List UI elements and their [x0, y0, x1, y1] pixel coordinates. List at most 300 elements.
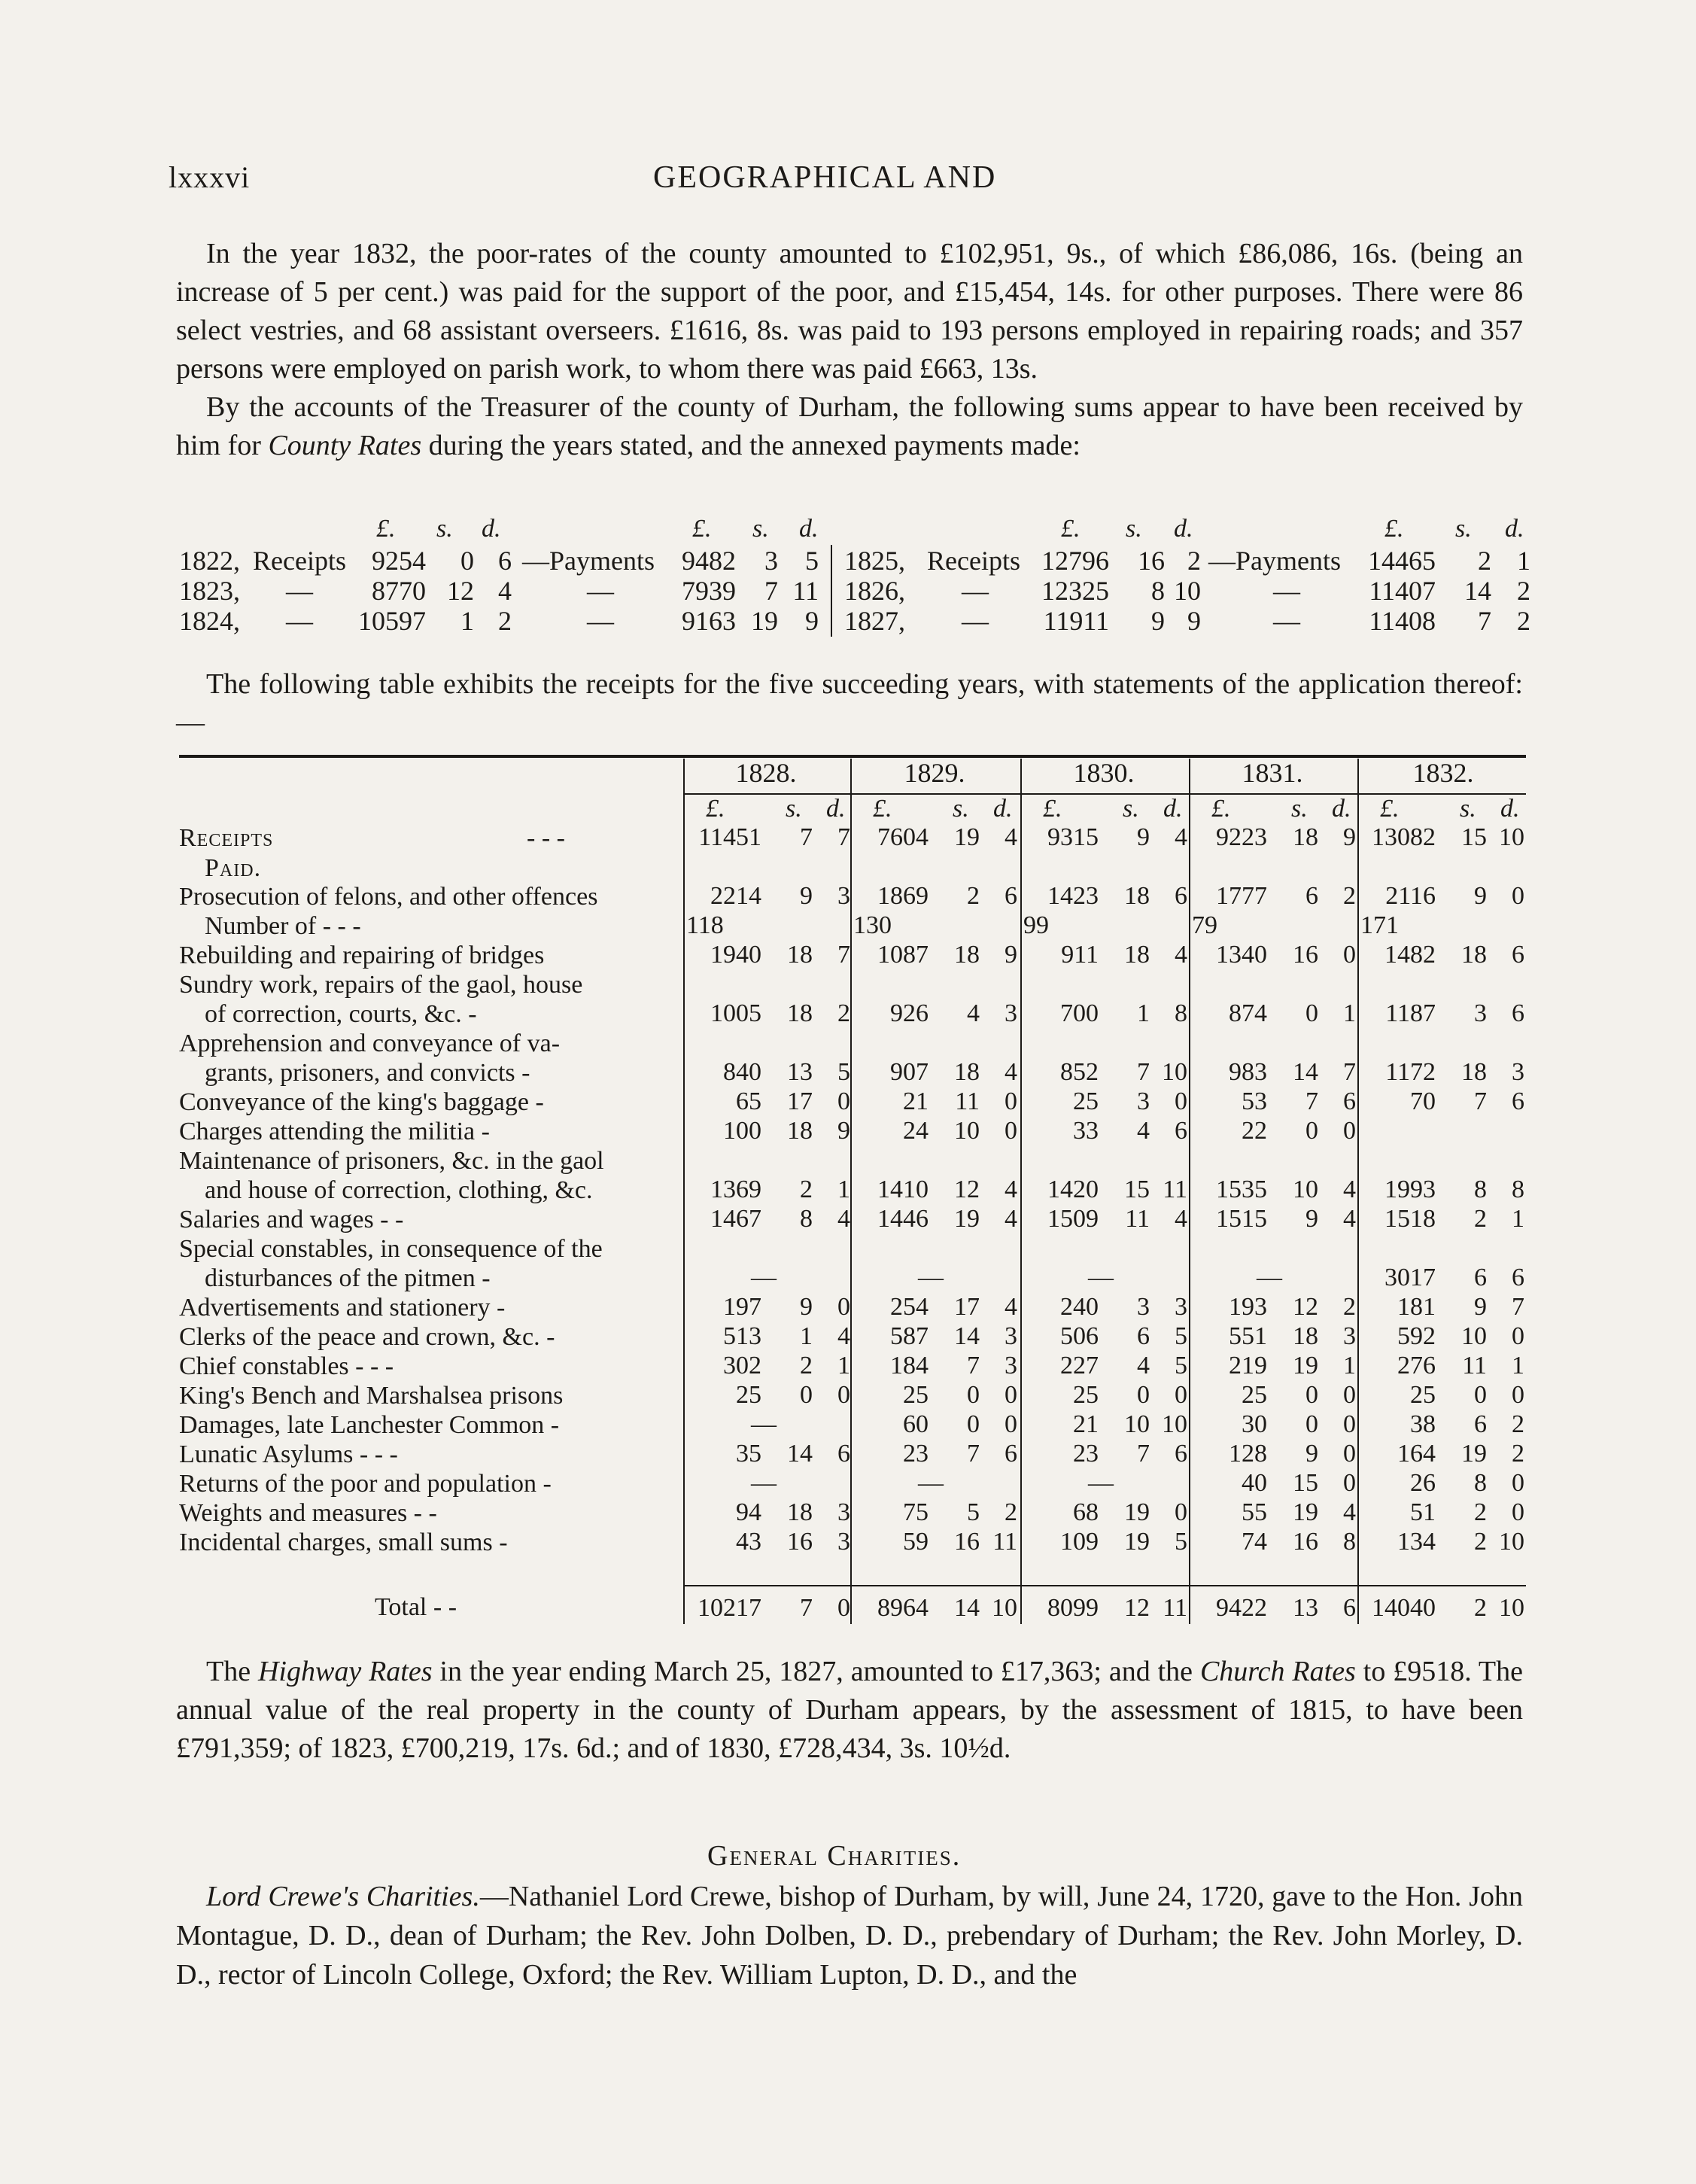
lsd-head: d. — [1332, 795, 1351, 823]
payment-pence: 9 — [805, 606, 819, 636]
shillings-cell: 18 — [1461, 941, 1487, 969]
pounds-cell: 184 — [890, 1352, 929, 1379]
pounds-cell: 55 — [1242, 1498, 1267, 1526]
county-rate-year: 1827, — [844, 606, 905, 636]
shillings-cell: 2 — [800, 1176, 813, 1203]
county-rate-year: 1825, — [844, 546, 905, 576]
shillings-cell: 8 — [800, 1205, 813, 1233]
pounds-cell: 60 — [903, 1410, 929, 1438]
row-label: Clerks of the peace and crown, &c. - — [179, 1323, 555, 1351]
receipt-pence: 2 — [1187, 546, 1201, 576]
row-label: Sundry work, repairs of the gaol, house — [179, 971, 583, 999]
pence-cell: 0 — [1343, 1381, 1356, 1409]
lsd-head: d. — [993, 795, 1013, 823]
pence-cell: 0 — [837, 1087, 850, 1115]
shillings-cell: 12 — [954, 1176, 980, 1203]
receipt-shillings: 8 — [1151, 576, 1165, 606]
year-header: 1830. — [1073, 758, 1135, 788]
payment-pounds: 14465 — [1368, 546, 1436, 576]
receipt-pence: 4 — [498, 576, 512, 606]
receipt-pounds: 12796 — [1041, 546, 1109, 576]
pounds-cell: 587 — [890, 1322, 929, 1350]
payment-shillings: 7 — [1478, 606, 1491, 636]
row-label: Weights and measures - - — [179, 1499, 437, 1527]
shillings-cell: 3 — [1474, 999, 1487, 1027]
row-label: Returns of the poor and population - — [179, 1470, 552, 1498]
pence-cell: 0 — [1343, 1440, 1356, 1468]
receipt-pounds: 11911 — [1043, 606, 1109, 636]
pence-cell: 1 — [837, 1176, 850, 1203]
pounds-cell: 1777 — [1216, 882, 1267, 910]
pounds-cell: 2116 — [1385, 882, 1436, 910]
pence-cell: 6 — [1512, 1264, 1524, 1291]
row-label: Damages, late Lanchester Common - — [179, 1411, 560, 1439]
pounds-cell: 21 — [1073, 1410, 1099, 1438]
receipts-label: — — [286, 576, 313, 606]
pounds-cell: 874 — [1229, 999, 1267, 1027]
pounds-cell: 926 — [890, 999, 929, 1027]
payment-pence: 1 — [1517, 546, 1530, 576]
shillings-cell: 7 — [1305, 1087, 1318, 1115]
shillings-cell: 10 — [954, 1117, 980, 1145]
currency-head-lsd: £. — [1061, 515, 1081, 543]
pounds-cell: 75 — [903, 1498, 929, 1526]
receipts-dots: - - - — [527, 824, 565, 852]
pence-cell: 0 — [1005, 1381, 1017, 1409]
shillings-cell: 14 — [954, 1322, 980, 1350]
shillings-cell: 0 — [967, 1381, 980, 1409]
shillings-cell: 18 — [954, 1058, 980, 1086]
pounds-cell: 840 — [723, 1058, 761, 1086]
county-rate-year: 1823, — [179, 576, 240, 606]
pence-cell: 6 — [1512, 1087, 1524, 1115]
pence-cell: 4 — [837, 1322, 850, 1350]
shillings-cell: 15 — [1124, 1176, 1150, 1203]
pence-cell: 0 — [1512, 1469, 1524, 1497]
lsd-head: d. — [1500, 795, 1520, 823]
receipt-pence: 2 — [498, 606, 512, 636]
receipt-shillings: 16 — [1138, 546, 1165, 576]
pounds-cell: 7604 — [877, 823, 929, 851]
pounds-cell: 25 — [1073, 1381, 1099, 1409]
highway-rates-em: Highway Rates — [257, 1656, 433, 1687]
currency-head-lsd: d. — [1505, 515, 1524, 543]
pounds-cell: 1515 — [1216, 1205, 1267, 1233]
pounds-cell: 25 — [1242, 1381, 1267, 1409]
pence-cell: 4 — [1005, 1176, 1017, 1203]
pounds-cell: 700 — [1060, 999, 1099, 1027]
pounds-cell: 23 — [1073, 1440, 1099, 1468]
pounds-cell: 506 — [1060, 1322, 1099, 1350]
pence-cell: 2 — [1512, 1410, 1524, 1438]
pounds-cell: 26 — [1410, 1469, 1436, 1497]
pounds-cell: 1087 — [877, 941, 929, 969]
pence-cell: 1 — [1343, 999, 1356, 1027]
pence-cell: 0 — [837, 1594, 850, 1622]
pence-cell: 2 — [1512, 1440, 1524, 1468]
pence-cell: 7 — [1343, 1058, 1356, 1086]
shillings-cell: 15 — [1461, 823, 1487, 851]
shillings-cell: 0 — [800, 1381, 813, 1409]
pence-cell: 3 — [1175, 1293, 1187, 1321]
shillings-cell: 17 — [954, 1293, 980, 1321]
pence-cell: 4 — [837, 1205, 850, 1233]
payments-label: — — [587, 576, 614, 606]
pounds-cell: 9422 — [1216, 1594, 1267, 1622]
currency-head-lsd: s. — [1126, 515, 1142, 543]
shillings-cell: 17 — [787, 1087, 813, 1115]
pounds-cell: 13082 — [1372, 823, 1436, 851]
pence-cell: 1 — [1512, 1352, 1524, 1379]
pence-cell: 9 — [837, 1117, 850, 1145]
shillings-cell: 13 — [1293, 1594, 1318, 1622]
payment-pounds: 11408 — [1369, 606, 1436, 636]
pence-cell: 0 — [1343, 1469, 1356, 1497]
shillings-cell: 10 — [1124, 1410, 1150, 1438]
payment-shillings: 3 — [764, 546, 778, 576]
pence-cell: 10 — [992, 1594, 1017, 1622]
shillings-cell: 1 — [1137, 999, 1150, 1027]
pence-cell: 6 — [1343, 1087, 1356, 1115]
column-rule — [850, 759, 852, 1624]
receipt-pence: 10 — [1174, 576, 1201, 606]
shillings-cell: 2 — [1474, 1205, 1487, 1233]
shillings-cell: 2 — [1474, 1528, 1487, 1556]
shillings-cell: 2 — [800, 1352, 813, 1379]
pounds-cell: 10217 — [698, 1594, 761, 1622]
currency-head-lsd: s. — [752, 515, 769, 543]
receipts-label: — — [962, 576, 989, 606]
shillings-cell: 11 — [1125, 1205, 1150, 1233]
pounds-cell: 1172 — [1385, 1058, 1436, 1086]
shillings-cell: 19 — [1124, 1528, 1150, 1556]
row-label: Prosecution of felons, and other offences — [179, 883, 598, 911]
pounds-cell: 240 — [1060, 1293, 1099, 1321]
pounds-cell: 1518 — [1384, 1205, 1436, 1233]
pounds-cell: 30 — [1242, 1410, 1267, 1438]
pounds-cell: 25 — [736, 1381, 761, 1409]
pence-cell: 0 — [1005, 1117, 1017, 1145]
shillings-cell: 2 — [1474, 1498, 1487, 1526]
payments-label: —Payments — [522, 546, 655, 576]
pounds-cell: 276 — [1397, 1352, 1436, 1379]
row-label: Chief constables - - - — [179, 1352, 394, 1380]
pence-cell: 11 — [1163, 1176, 1187, 1203]
pounds-cell: 35 — [736, 1440, 761, 1468]
intro-p2-start: By the accounts of the Treasurer of the county of Durham, the following sums appear to have been received by him for — [176, 391, 1523, 461]
pounds-cell: 33 — [1073, 1117, 1099, 1145]
pence-cell: 3 — [1512, 1058, 1524, 1086]
shillings-cell: 7 — [800, 823, 813, 851]
shillings-cell: 0 — [1305, 1381, 1318, 1409]
payments-label: — — [1273, 606, 1300, 636]
shillings-cell: 12 — [1124, 1594, 1150, 1622]
payment-pence: 5 — [805, 546, 819, 576]
empty-dash: — — [1088, 1469, 1114, 1497]
shillings-cell: 18 — [787, 941, 813, 969]
county-rate-year: 1826, — [844, 576, 905, 606]
shillings-cell: 5 — [967, 1498, 980, 1526]
payment-pounds: 7939 — [682, 576, 736, 606]
shillings-cell: 16 — [954, 1528, 980, 1556]
pence-cell: 3 — [837, 1498, 850, 1526]
column-rule — [1020, 759, 1022, 1624]
receipt-pounds: 12325 — [1041, 576, 1109, 606]
row-label: King's Bench and Marshalsea prisons — [179, 1382, 564, 1410]
pounds-cell: 9315 — [1047, 823, 1099, 851]
currency-head-lsd: s. — [1455, 515, 1472, 543]
pounds-cell: 65 — [736, 1087, 761, 1115]
highway-c: to £9518. The annual value of the real property in the county of Durham appears, by the assessment of 1815, to have been £791,359; of 1823, £700,219, 17s. 6d.; and of 1830, £728,434, 3s. 10½d. — [176, 1656, 1524, 1764]
intro-p2-end: during the years stated, and the annexed payments made: — [421, 430, 1081, 461]
table-intro-text — [176, 665, 1523, 742]
total-rule — [683, 1585, 1526, 1586]
shillings-cell: 19 — [954, 1205, 980, 1233]
row-label: disturbances of the pitmen - — [205, 1264, 491, 1292]
shillings-cell: 18 — [1293, 823, 1318, 851]
column-rule — [683, 759, 685, 1624]
currency-head-lsd: d. — [482, 515, 501, 543]
pounds-cell: 513 — [723, 1322, 761, 1350]
pounds-cell: 164 — [1397, 1440, 1436, 1468]
pounds-cell: 43 — [736, 1528, 761, 1556]
pence-cell: 6 — [1512, 999, 1524, 1027]
shillings-cell: 18 — [954, 941, 980, 969]
shillings-cell: 18 — [1461, 1058, 1487, 1086]
pounds-cell: 219 — [1229, 1352, 1267, 1379]
lsd-head: £. — [1380, 795, 1400, 823]
pence-cell: 4 — [1005, 1205, 1017, 1233]
shillings-cell: 2 — [967, 882, 980, 910]
pence-cell: 1 — [1343, 1352, 1356, 1379]
lsd-head: d. — [1163, 795, 1183, 823]
charity-paragraph — [176, 1877, 1523, 1994]
pounds-cell: 1535 — [1216, 1176, 1267, 1203]
pence-cell: 4 — [1005, 823, 1017, 851]
county-rate-year: 1822, — [179, 546, 240, 576]
pence-cell: 4 — [1343, 1205, 1356, 1233]
pounds-cell: 70 — [1410, 1087, 1436, 1115]
pence-cell: 2 — [1005, 1498, 1017, 1526]
row-label: Advertisements and stationery - — [179, 1294, 506, 1322]
shillings-cell: 7 — [967, 1440, 980, 1468]
count-cell: 79 — [1192, 911, 1217, 939]
shillings-cell: 6 — [1305, 882, 1318, 910]
pence-cell: 3 — [837, 1528, 850, 1556]
pence-cell: 4 — [1175, 941, 1187, 969]
pence-cell: 3 — [837, 882, 850, 910]
shillings-cell: 16 — [787, 1528, 813, 1556]
pence-cell: 6 — [1343, 1594, 1356, 1622]
pounds-cell: 302 — [723, 1352, 761, 1379]
pounds-cell: 1993 — [1384, 1176, 1436, 1203]
pence-cell: 4 — [1343, 1498, 1356, 1526]
row-label: grants, prisoners, and convicts - — [205, 1059, 530, 1087]
pence-cell: 10 — [1162, 1410, 1187, 1438]
pounds-cell: 8099 — [1047, 1594, 1099, 1622]
receipt-pence: 9 — [1187, 606, 1201, 636]
pounds-cell: 1369 — [710, 1176, 761, 1203]
pence-cell: 0 — [1175, 1381, 1187, 1409]
shillings-cell: 0 — [1305, 999, 1318, 1027]
shillings-cell: 11 — [1462, 1352, 1487, 1379]
payment-shillings: 14 — [1464, 576, 1491, 606]
pounds-cell: 983 — [1229, 1058, 1267, 1086]
lsd-head: £. — [873, 795, 892, 823]
shillings-cell: 7 — [800, 1594, 813, 1622]
shillings-cell: 3 — [1137, 1293, 1150, 1321]
pounds-cell: 22 — [1242, 1117, 1267, 1145]
shillings-cell: 14 — [787, 1440, 813, 1468]
row-label: Number of - - - — [205, 912, 361, 940]
row-label: and house of correction, clothing, &c. — [205, 1176, 593, 1204]
pence-cell: 5 — [837, 1058, 850, 1086]
year-header: 1828. — [735, 758, 797, 788]
shillings-cell: 6 — [1137, 1322, 1150, 1350]
pence-cell: 0 — [837, 1381, 850, 1409]
pence-cell: 5 — [1175, 1528, 1187, 1556]
pounds-cell: 1482 — [1384, 941, 1436, 969]
pounds-cell: 592 — [1397, 1322, 1436, 1350]
payments-label: — — [587, 606, 614, 636]
shillings-cell: 7 — [1137, 1058, 1150, 1086]
shillings-cell: 2 — [1474, 1594, 1487, 1622]
shillings-cell: 19 — [954, 823, 980, 851]
pence-cell: 4 — [1005, 1293, 1017, 1321]
pounds-cell: 11451 — [698, 823, 761, 851]
pounds-cell: 3017 — [1384, 1264, 1436, 1291]
shillings-cell: 7 — [1474, 1087, 1487, 1115]
shillings-cell: 12 — [1293, 1293, 1318, 1321]
county-rates-divider — [831, 545, 832, 637]
shillings-cell: 6 — [1474, 1264, 1487, 1291]
row-label: of correction, courts, &c. - — [205, 1000, 477, 1028]
shillings-cell: 11 — [955, 1087, 980, 1115]
shillings-cell: 10 — [1293, 1176, 1318, 1203]
empty-dash: — — [751, 1264, 777, 1291]
intro-paragraph-1: In the year 1832, the poor-rates of the county amounted to £102,951, 9s., of which £86,086, 16s. (being an increase of 5 per cent.) was paid for the support of the poor, and £15,454, 14s. for other purposes. There were 86 select vestries, and 68 assistant overseers. £1616, 8s. was paid to 193 persons employed in repairing roads; and 357 persons were employed on parish work, to whom there was paid £663, 13s. — [176, 238, 1523, 385]
pence-cell: 11 — [1163, 1594, 1187, 1622]
payment-pounds: 9482 — [682, 546, 736, 576]
row-label: Special constables, in consequence of the — [179, 1235, 603, 1263]
pence-cell: 0 — [1512, 1322, 1524, 1350]
payments-label: — — [1273, 576, 1300, 606]
pounds-cell: 1340 — [1216, 941, 1267, 969]
pence-cell: 11 — [992, 1528, 1017, 1556]
pounds-cell: 1005 — [710, 999, 761, 1027]
year-rule — [683, 793, 1526, 795]
row-label: Salaries and wages - - — [179, 1206, 404, 1233]
row-label: Charges attending the militia - — [179, 1118, 490, 1145]
lsd-head: s. — [953, 795, 969, 823]
shillings-cell: 9 — [800, 1293, 813, 1321]
receipt-pence: 6 — [498, 546, 512, 576]
empty-dash: — — [1257, 1264, 1282, 1291]
pounds-cell: 1940 — [710, 941, 761, 969]
row-label: Maintenance of prisoners, &c. in the gaol — [179, 1147, 604, 1175]
pounds-cell: 1420 — [1047, 1176, 1099, 1203]
year-header: 1832. — [1412, 758, 1474, 788]
pence-cell: 3 — [1005, 999, 1017, 1027]
lsd-head: £. — [1211, 795, 1231, 823]
pence-cell: 2 — [1343, 882, 1356, 910]
pence-cell: 0 — [1343, 941, 1356, 969]
pounds-cell: 1423 — [1047, 882, 1099, 910]
row-label: Lunatic Asylums - - - — [179, 1440, 398, 1468]
receipts-label: — — [286, 606, 313, 636]
pence-cell: 0 — [1343, 1410, 1356, 1438]
lsd-head: s. — [1291, 795, 1308, 823]
shillings-cell: 1 — [800, 1322, 813, 1350]
pounds-cell: 74 — [1242, 1528, 1267, 1556]
pounds-cell: 38 — [1410, 1410, 1436, 1438]
shillings-cell: 15 — [1293, 1469, 1318, 1497]
pounds-cell: 852 — [1060, 1058, 1099, 1086]
shillings-cell: 18 — [787, 1498, 813, 1526]
pounds-cell: 68 — [1073, 1498, 1099, 1526]
pence-cell: 7 — [837, 941, 850, 969]
pence-cell: 6 — [1175, 1117, 1187, 1145]
pence-cell: 9 — [1005, 941, 1017, 969]
pounds-cell: 1509 — [1047, 1205, 1099, 1233]
church-rates-em: Church Rates — [1199, 1656, 1356, 1687]
pence-cell: 4 — [1175, 823, 1187, 851]
pounds-cell: 193 — [1229, 1293, 1267, 1321]
shillings-cell: 9 — [1474, 882, 1487, 910]
pence-cell: 3 — [1005, 1322, 1017, 1350]
shillings-cell: 19 — [1293, 1498, 1318, 1526]
pence-cell: 0 — [1512, 1381, 1524, 1409]
pence-cell: 5 — [1175, 1322, 1187, 1350]
payment-shillings: 2 — [1478, 546, 1491, 576]
currency-head-lsd: d. — [799, 515, 819, 543]
year-header: 1829. — [904, 758, 965, 788]
pounds-cell: 24 — [903, 1117, 929, 1145]
payment-pounds: 11407 — [1369, 576, 1436, 606]
highway-b: in the year ending March 25, 1827, amounted to £17,363; and the — [432, 1656, 1200, 1687]
pounds-cell: 109 — [1060, 1528, 1099, 1556]
highway-a: The — [206, 1656, 258, 1687]
shillings-cell: 8 — [1474, 1469, 1487, 1497]
shillings-cell: 19 — [1124, 1498, 1150, 1526]
pence-cell: 4 — [1343, 1176, 1356, 1203]
shillings-cell: 18 — [1124, 941, 1150, 969]
payment-shillings: 19 — [751, 606, 778, 636]
pence-cell: 1 — [837, 1352, 850, 1379]
pence-cell: 0 — [1512, 1498, 1524, 1526]
pence-cell: 6 — [1175, 1440, 1187, 1468]
county-rate-year: 1824, — [179, 606, 240, 636]
currency-head-lsd: s. — [436, 515, 453, 543]
lsd-head: s. — [786, 795, 802, 823]
shillings-cell: 9 — [800, 882, 813, 910]
currency-head-lsd: £. — [1384, 515, 1404, 543]
pence-cell: 4 — [1005, 1058, 1017, 1086]
pence-cell: 1 — [1512, 1205, 1524, 1233]
pence-cell: 0 — [1175, 1087, 1187, 1115]
shillings-cell: 18 — [787, 1117, 813, 1145]
pence-cell: 0 — [1175, 1498, 1187, 1526]
pounds-cell: 197 — [723, 1293, 761, 1321]
pence-cell: 8 — [1343, 1528, 1356, 1556]
shillings-cell: 14 — [954, 1594, 980, 1622]
currency-head-lsd: £. — [376, 515, 396, 543]
pence-cell: 8 — [1175, 999, 1187, 1027]
shillings-cell: 18 — [787, 999, 813, 1027]
pounds-cell: 8964 — [877, 1594, 929, 1622]
pence-cell: 8 — [1512, 1176, 1524, 1203]
pounds-cell: 23 — [903, 1440, 929, 1468]
